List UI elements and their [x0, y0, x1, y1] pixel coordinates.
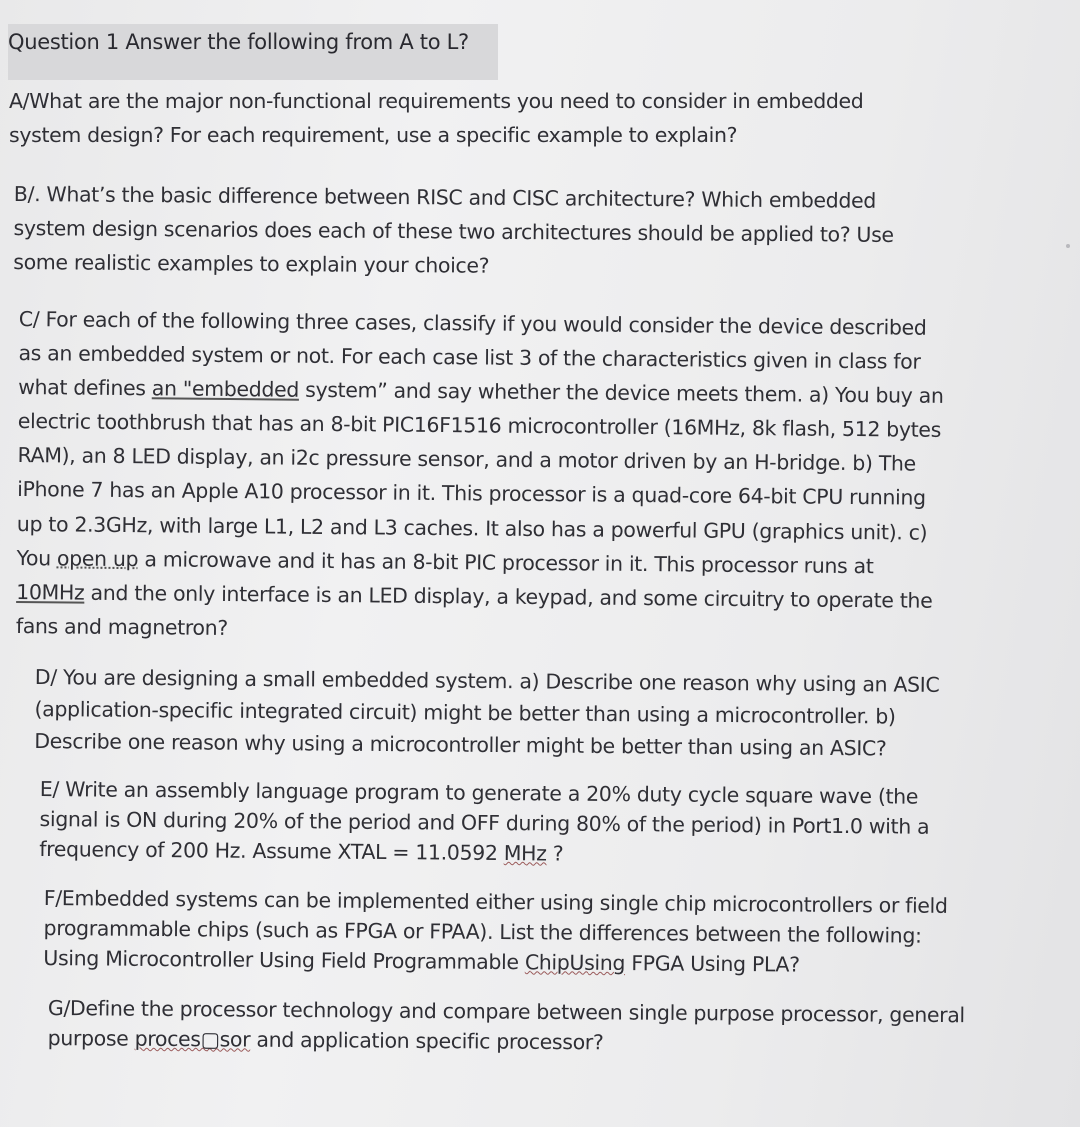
question-a — [9, 84, 863, 152]
text-segment: You — [16, 545, 58, 571]
question-c — [16, 302, 945, 652]
text-segment: and application specific processor? — [250, 1027, 604, 1055]
question-title-text: Question 1 Answer the following from A to L? — [8, 30, 469, 54]
question-c-line: RAM), an 8 LED display, an i2c pressure sensor, and a motor driven by an H-bridge. b) The — [17, 443, 916, 476]
underlined-phrase: MHz — [503, 841, 547, 866]
text-segment: purpose — [47, 1025, 135, 1051]
text-segment: frequency of 200 Hz. Assume XTAL = 11.0592 — [39, 836, 504, 866]
question-e — [39, 774, 929, 872]
question-e-line: E/ Write an assembly language program to generate a 20% duty cycle square wave (the — [39, 776, 919, 809]
question-a-line: A/What are the major non-functional requirements you need to consider in embedded — [9, 89, 864, 113]
underlined-phrase: 10MHz — [16, 579, 85, 605]
question-b — [13, 177, 894, 286]
question-c-line: fans and magnetron? — [15, 613, 228, 640]
text-segment: system” and say whether the device meets them. a) You buy an — [298, 377, 944, 409]
question-c-line: iPhone 7 has an Apple A10 processor in it. This processor is a quad-core 64-bit CPU running — [17, 477, 926, 511]
question-a-line: system design? For each requirement, use a specific example to explain? — [9, 123, 738, 147]
question-c-line: as an embedded system or not. For each case list 3 of the characteristics given in class for — [18, 341, 921, 374]
question-b-line: system design scenarios does each of these two architectures should be applied to? Use — [13, 215, 894, 247]
question-title — [8, 24, 498, 80]
question-d-line: (application-specific integrated circuit) might be better than using a microcontroller. b) — [34, 696, 896, 729]
screen-speck — [1066, 244, 1070, 248]
question-d-line: D/ You are designing a small embedded system. a) Describe one reason why using an ASIC — [34, 664, 940, 697]
text-segment: Using Microcontroller Using Field Programmable — [43, 945, 525, 975]
text-segment: what defines — [18, 375, 152, 401]
question-f-line: programmable chips (such as FPGA or FPAA). List the differences between the following: — [43, 915, 922, 948]
underlined-phrase: proces▢sor — [134, 1026, 251, 1052]
question-d — [34, 661, 939, 765]
question-f — [43, 883, 948, 981]
question-c-line: C/ For each of the following three cases, classify if you would consider the device described — [18, 306, 927, 340]
question-e-line: signal is ON during 20% of the period and OFF during 80% of the period) in Port1.0 with a — [39, 806, 930, 839]
question-d-line: Describe one reason why using a microcontroller might be better than using an ASIC? — [34, 728, 887, 761]
question-g-line: G/Define the processor technology and compare between single purpose processor, general — [47, 995, 965, 1028]
text-segment: FPGA Using PLA? — [625, 951, 800, 977]
underlined-phrase: ChipUsing — [524, 950, 626, 976]
text-segment: ? — [546, 841, 564, 866]
underlined-phrase: open up — [56, 546, 139, 571]
question-g — [48, 993, 965, 1060]
underlined-phrase: an "embedded — [151, 376, 300, 402]
question-f-line: F/Embedded systems can be implemented either using single chip microcontrollers or field — [43, 885, 948, 918]
question-c-line: up to 2.3GHz, with large L1, L2 and L3 caches. It also has a powerful GPU (graphics unit). c) — [16, 511, 928, 545]
text-segment: a microwave and it has an 8-bit PIC processor in it. This processor runs at — [138, 546, 874, 578]
text-segment: and the only interface is an LED display, a keypad, and some circuitry to operate the — [84, 580, 933, 613]
question-c-line: electric toothbrush that has an 8-bit PIC16F1516 microcontroller (16MHz, 8k flash, 512 bytes — [17, 409, 942, 443]
question-b-line: some realistic examples to explain your choice? — [13, 249, 490, 278]
question-b-line: B/. What’s the basic difference between RISC and CISC architecture? Which embedded — [13, 181, 877, 213]
